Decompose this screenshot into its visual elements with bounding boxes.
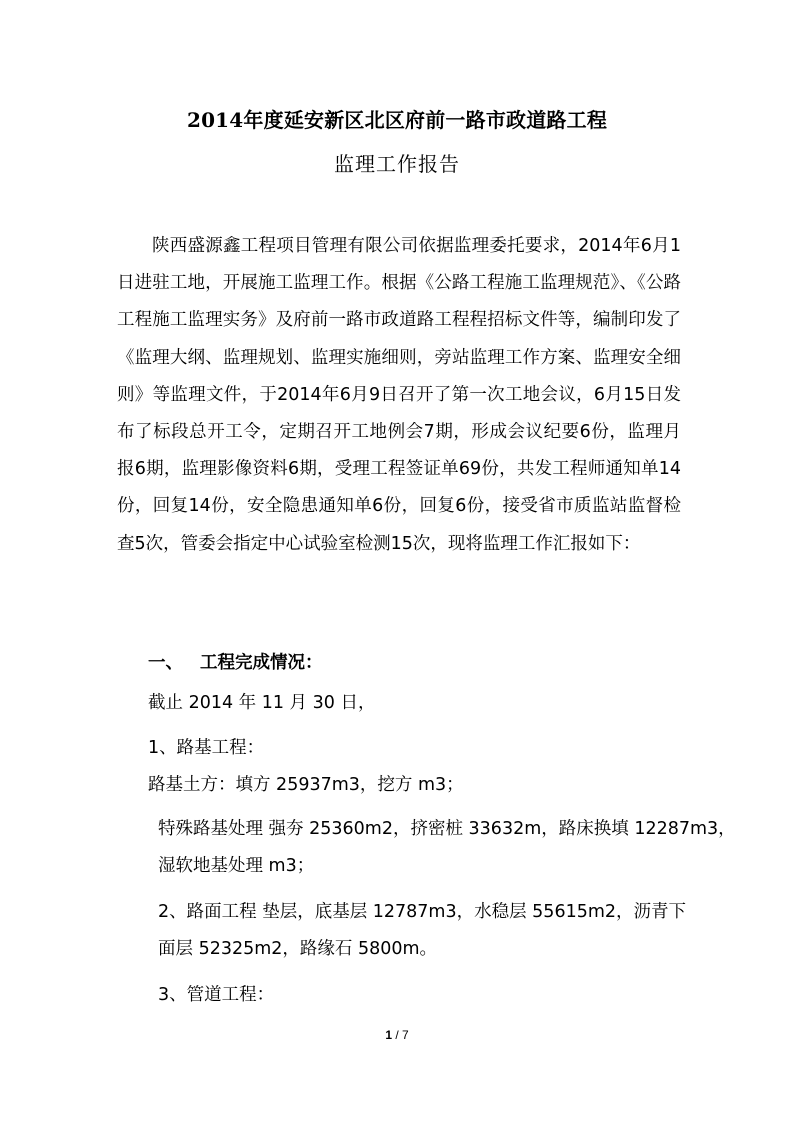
item-1-line-3: 湿软地基处理 m3；	[158, 856, 315, 876]
item-3-heading: 3、管道工程：	[158, 985, 275, 1005]
page-number	[0, 1028, 794, 1042]
cutoff-date-line: 截止 2014 年 11 月 30 日，	[148, 693, 376, 713]
intro-paragraph: 陕西盛源鑫工程项目管理有限公司依据监理委托要求，2014年6月1日进驻工地，开展施工监理工作。根据《公路工程施工监理规范》、《公路工程施工监理实务》及府前一路市政道路工程程招标文件等，编制印发了《监理大纲、监理规划、监理实施细则，旁站监理工作方案、监理安全细则》等监理文件，于2014年6月9日召开了第一次工地会议，6月15日发布了标段总开工令，定期召开工地例会7期，形成会议纪要6份，监理月报6期，监理影像资料6期，受理工程签证单69份，共发工程师通知单14份，回复14份，安全隐患通知单6份，回复6份，接受省市质监站监督检查5次，管委会指定中心试验室检测15次，现将监理工作汇报如下：	[117, 236, 681, 554]
document-subtitle: 监理工作报告	[334, 152, 460, 176]
item-2-line-2: 面层 52325m2，路缘石 5800m。	[158, 939, 438, 959]
document-title: 2014年度延安新区北区府前一路市政道路工程	[186, 108, 608, 132]
section-1-title: 工程完成情况：	[200, 653, 323, 673]
item-2-line-1: 2、路面工程 垫层，底基层 12787m3，水稳层 55615m2，沥青下	[158, 902, 687, 922]
section-1-heading	[148, 649, 323, 674]
page-current: 1	[385, 1028, 392, 1042]
item-1-line-2: 特殊路基处理 强夯 25360m2，挤密桩 33632m，路床换填 12287m3，	[158, 819, 736, 839]
section-1-number: 一、	[148, 653, 183, 673]
item-1-line-1: 路基土方：填方 25937m3，挖方 m3；	[148, 775, 464, 795]
page-total: / 7	[395, 1028, 409, 1042]
item-1-heading: 1、路基工程：	[148, 738, 265, 758]
